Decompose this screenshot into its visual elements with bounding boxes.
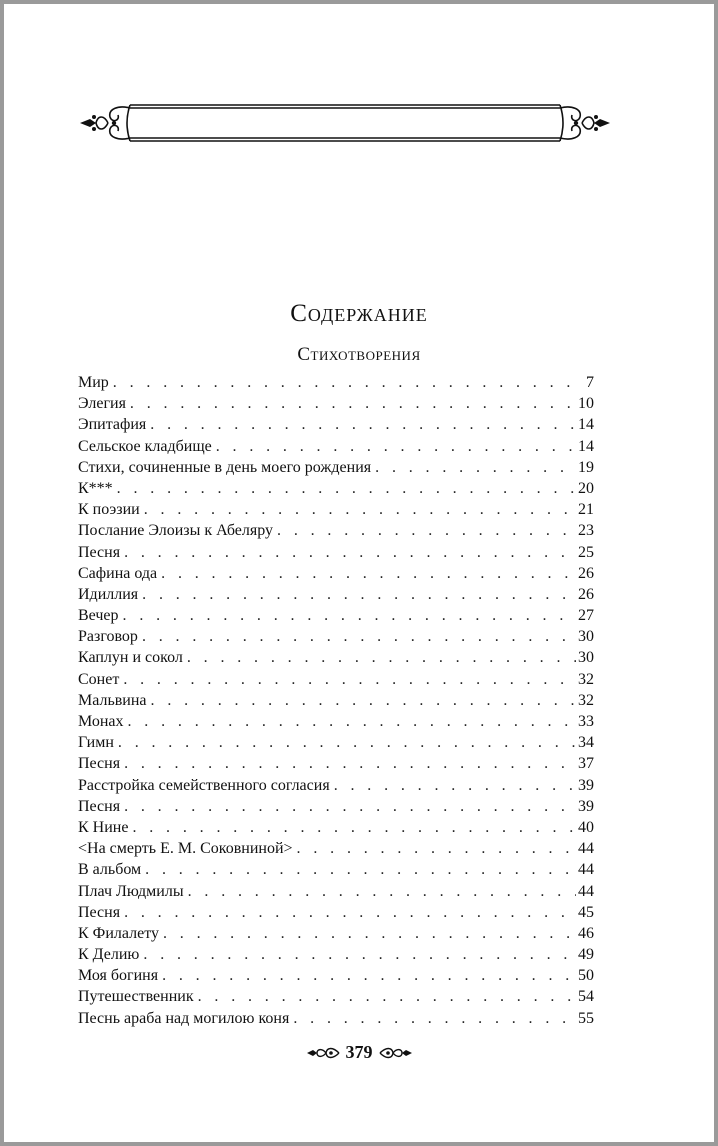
- dot-leader: [128, 711, 577, 732]
- list-item: [78, 647, 594, 668]
- dot-leader: [162, 965, 576, 986]
- list-item: [78, 414, 594, 435]
- list-item: [78, 859, 594, 880]
- dot-leader: [150, 414, 576, 435]
- dot-leader: [277, 520, 576, 541]
- dot-leader: [334, 775, 576, 796]
- list-item: [78, 732, 594, 753]
- dot-leader: [145, 859, 576, 880]
- list-item: [78, 436, 594, 457]
- dot-leader: [142, 626, 576, 647]
- page-title: Содержание: [290, 300, 428, 327]
- entry-title: Моя богиня: [78, 967, 159, 985]
- entry-title: Песня: [78, 903, 121, 921]
- dot-leader: [113, 372, 578, 393]
- dot-leader: [151, 690, 576, 711]
- entry-title: Каплун и сокол: [78, 649, 183, 667]
- list-item: [78, 393, 594, 414]
- entry-page: 14: [578, 437, 594, 455]
- entry-title: Мир: [78, 374, 109, 391]
- list-item: [78, 457, 594, 478]
- entry-page: 14: [578, 416, 594, 434]
- entry-page: 30: [578, 649, 594, 667]
- entry-title: Песня: [78, 797, 121, 815]
- list-item: [78, 881, 594, 902]
- list-item: [78, 986, 594, 1007]
- entry-page: 49: [578, 946, 594, 964]
- list-item: [78, 605, 594, 626]
- entry-page: 44: [578, 861, 594, 879]
- dot-leader: [142, 584, 576, 605]
- entry-page: 44: [578, 840, 594, 858]
- right-fleuron-icon: [379, 1045, 413, 1061]
- entry-page: 19: [578, 458, 594, 476]
- dot-leader: [124, 753, 576, 774]
- list-item: [78, 563, 594, 584]
- dot-leader: [188, 881, 576, 902]
- entry-page: 44: [578, 882, 594, 900]
- entry-page: 21: [578, 501, 594, 519]
- dot-leader: [163, 923, 576, 944]
- dot-leader: [123, 605, 576, 626]
- entry-page: 20: [578, 479, 594, 497]
- dot-leader: [187, 647, 576, 668]
- entry-title: Послание Элоизы к Абеляру: [78, 522, 274, 540]
- list-item: [78, 520, 594, 541]
- entry-title: Гимн: [78, 734, 114, 752]
- left-fleuron-icon: [306, 1045, 340, 1061]
- entry-title: Вечер: [78, 607, 119, 625]
- entry-title: Расстройка семейственного согласия: [78, 776, 330, 794]
- entry-title: Разговор: [78, 628, 138, 646]
- entry-title: Путешественник: [78, 988, 194, 1006]
- dot-leader: [124, 902, 576, 923]
- entry-title: Мальвина: [78, 691, 147, 709]
- dot-leader: [117, 478, 576, 499]
- entry-title: В альбом: [78, 861, 142, 879]
- entry-title: К Делию: [78, 946, 140, 964]
- dot-leader: [198, 986, 576, 1007]
- list-item: [78, 542, 594, 563]
- list-item: [78, 902, 594, 923]
- list-item: [78, 775, 594, 796]
- entry-page: 27: [578, 607, 594, 625]
- entry-page: 39: [578, 797, 594, 815]
- entry-title: К поэзии: [78, 501, 140, 519]
- decorative-header-ornament-icon: [78, 99, 612, 147]
- dot-leader: [375, 457, 576, 478]
- entry-page: 7: [586, 374, 594, 391]
- entry-title: Песня: [78, 755, 121, 773]
- list-item: [78, 1008, 594, 1029]
- dot-leader: [161, 563, 576, 584]
- entry-title: Элегия: [78, 395, 126, 413]
- dot-leader: [118, 732, 576, 753]
- list-item: [78, 817, 594, 838]
- entry-title: К Филалету: [78, 924, 159, 942]
- dot-leader: [216, 436, 576, 457]
- list-item: [78, 372, 594, 393]
- dot-leader: [293, 1008, 576, 1029]
- entry-page: 34: [578, 734, 594, 752]
- entry-page: 40: [578, 818, 594, 836]
- entry-page: 50: [578, 967, 594, 985]
- page-number: 379: [345, 1042, 373, 1062]
- entry-page: 26: [578, 585, 594, 603]
- entry-title: К***: [78, 479, 113, 497]
- dot-leader: [123, 669, 576, 690]
- entry-title: К Нине: [78, 818, 129, 836]
- entry-page: 26: [578, 564, 594, 582]
- entry-title: <На смерть Е. М. Соковниной>: [78, 840, 293, 858]
- entry-page: 25: [578, 543, 594, 561]
- entry-page: 32: [578, 670, 594, 688]
- entry-title: Сонет: [78, 670, 120, 688]
- dot-leader: [130, 393, 576, 414]
- entry-title: Стихи, сочиненные в день моего рождения: [78, 458, 372, 476]
- entry-title: Сафина ода: [78, 564, 158, 582]
- entry-page: 55: [578, 1009, 594, 1027]
- dot-leader: [124, 796, 576, 817]
- entry-page: 30: [578, 628, 594, 646]
- entry-title: Сельское кладбище: [78, 437, 212, 455]
- entry-page: 45: [578, 903, 594, 921]
- list-item: [78, 923, 594, 944]
- list-item: [78, 838, 594, 859]
- entry-page: 23: [578, 522, 594, 540]
- list-item: [78, 584, 594, 605]
- entry-page: 39: [578, 776, 594, 794]
- dot-leader: [144, 499, 576, 520]
- list-item: [78, 965, 594, 986]
- entry-page: 46: [578, 924, 594, 942]
- dot-leader: [297, 838, 576, 859]
- table-of-contents: [78, 372, 594, 1029]
- dot-leader: [132, 817, 576, 838]
- book-page: [4, 4, 714, 1142]
- entry-page: 54: [578, 988, 594, 1006]
- list-item: [78, 711, 594, 732]
- dot-leader: [124, 542, 576, 563]
- list-item: [78, 690, 594, 711]
- entry-title: Монах: [78, 713, 124, 730]
- entry-page: 32: [578, 691, 594, 709]
- list-item: [78, 753, 594, 774]
- entry-page: 37: [578, 755, 594, 773]
- entry-title: Песнь араба над могилою коня: [78, 1009, 290, 1027]
- entry-title: Песня: [78, 543, 121, 561]
- list-item: [78, 944, 594, 965]
- list-item: [78, 626, 594, 647]
- list-item: [78, 499, 594, 520]
- entry-title: Эпитафия: [78, 416, 147, 434]
- list-item: [78, 669, 594, 690]
- list-item: [78, 796, 594, 817]
- page-footer: [4, 1042, 714, 1063]
- entry-title: Идиллия: [78, 585, 139, 603]
- entry-page: 10: [578, 395, 594, 413]
- list-item: [78, 478, 594, 499]
- section-title: Стихотворения: [297, 344, 421, 365]
- entry-title: Плач Людмилы: [78, 882, 184, 900]
- dot-leader: [143, 944, 576, 965]
- entry-page: 33: [578, 713, 594, 730]
